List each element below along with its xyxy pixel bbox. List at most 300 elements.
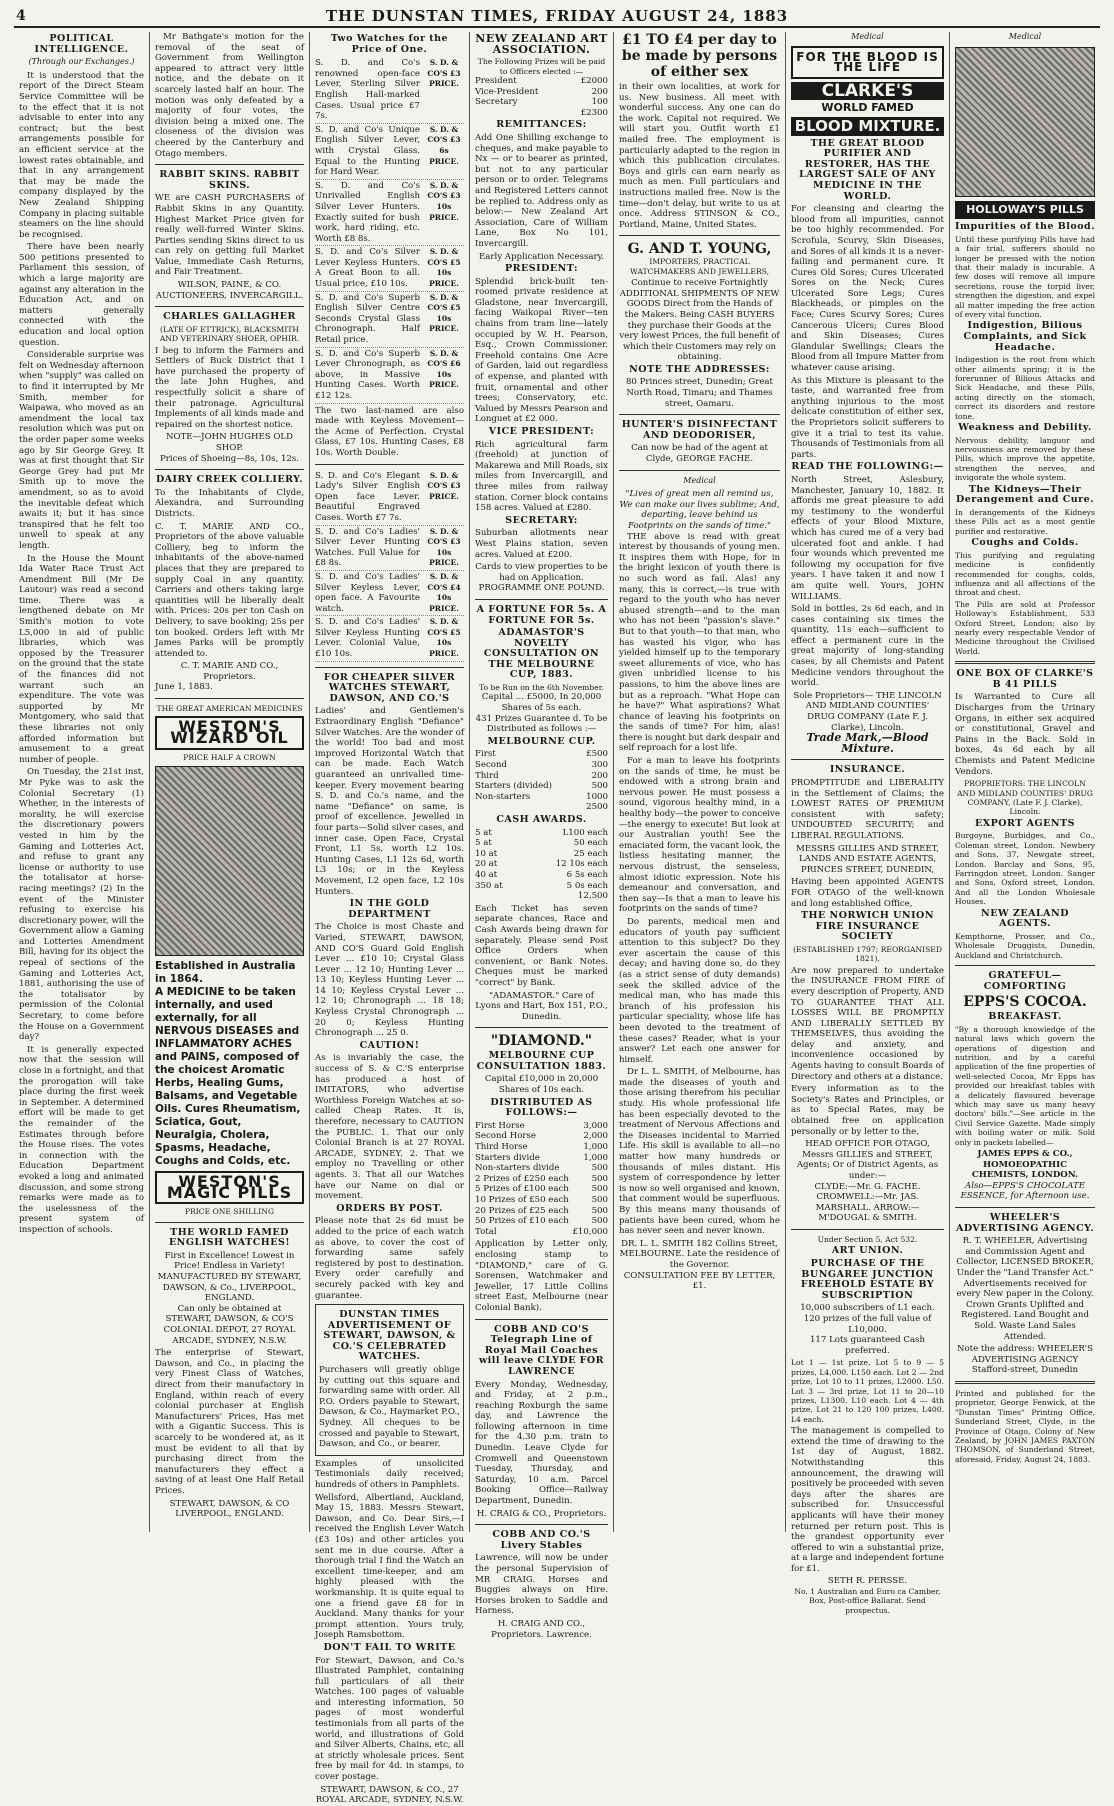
watch-item [315,246,464,291]
ad-address: Note the address: WHEELER'S ADVERTISING AGENCY Stafford-street, Dunedin [956,1344,1094,1376]
watch-price: S. D. & CO'S £3 PRICE. [427,470,461,501]
ad-signature: WILSON, PAINE, & CO. AUCTIONEERS, INVERCARGILL. [155,280,304,301]
ad-price: PRICE HALF A CROWN [183,752,276,762]
watch-description: S. D. and Co's Ladies' Silver Keyless Lever, open face. A Favourite watch. [315,571,420,614]
ad-body: R. T. WHEELER, Advertising and Commission Agent and Collector, LICENSED BROKER, Under the "Land Transfer Act." Advertisements received for every New paper in the Colony. Crown Grants Uplifted and Registered. Land Bought and Sold. Waste Land Sales Attended. [956,1236,1094,1342]
cup-row-label: First [475,749,496,760]
cup-row [475,749,608,760]
ad-capital: Capital ... £5000, In 20,000 Shares of 5s each. [481,692,602,714]
ad-heading: FOR CHEAPER SILVER WATCHES STEWART, DAWSON, AND CO.'S [323,671,456,704]
article-paragraph: Do parents, medical men and educators of youth pay sufficient attention to this subject? Do they ever ascertain the cause of this decay; and having done so, do they (as a strict sense of duty demands) seek the skilled advice of the medical man, who has made this branch of his profession his particular speciality, whose life has been devoted to the treatment of these cases? Reader, what is your answer? Let each one answer for himself. [619,916,780,1065]
prize-row-label: Secretary [475,97,518,108]
ad-heading: "DIAMOND." [490,1033,593,1050]
newspaper-title: THE DUNSTAN TIMES, FRIDAY AUGUST 24, 1883 [325,7,789,25]
ad-date: June 1, 1883. [155,682,213,693]
ad-agents: CLYDE:—Mr. G. FACHE. CROMWELL:—Mr. JAS. MARSHALL. ARROW:—M'DOUGAL & SMITH. [814,1181,921,1224]
ad-capital: Capital £10,000 in 20,000 Shares of 10s each. [484,1074,599,1096]
ad-heading: Weakness and Debility. [958,422,1092,434]
divider [155,1222,304,1223]
dist-row-label: Third Horse [475,1142,528,1153]
watch-price: S. D. & CO'S £6 10s PRICE. [427,348,461,390]
ad-heading: CASH AWARDS. [496,814,587,825]
prize-row [475,76,608,87]
ad-note: Early Application Necessary. [478,251,605,262]
ad-subheading: (LATE OF ETTRICK), BLACKSMITH AND VETERINARY SHOER, OPHIR. [159,324,300,344]
coupon-body: Purchasers will greatly oblige by cutting out this square and forwarding same with order. All P.O. Orders payable to Stewart, Dawson, & Co., Haymarket P.O., Sydney. All cheques to be crossed and payable to Stewart, Dawson, and Co., or bearer. [319,1365,460,1450]
cup-row-value: 500 [591,781,608,792]
column-political-intelligence [14,32,150,1532]
cash-row-value: 12 10s each [555,859,608,870]
dist-row [475,1131,608,1142]
ad-body: As is invariably the case, the success of S. & C.'S enterprise has produced a host of IMITATORS, who advertise Worthless Foreign Watches at so-called Cheap Rates. It is, therefore, necessary to CAUTION the PUBLIC. 1. That our only Colonial Branch is at 27 ROYAL ARCADE, SYDNEY. 2. That we employ no Travelling or other agents. 3. That all our Watches have our Name on dial or movement. [315,1053,464,1202]
trade-mark: Trade Mark,—Blood Mixture. [806,731,929,755]
dist-row-label: 5 Prizes of £100 each [475,1184,569,1195]
cash-row-value: 6 5s each [566,869,608,880]
watch-item [315,292,464,348]
prize-total: 12,500 [577,891,608,902]
ad-note: Also—EPPS'S CHOCOLATE ESSENCE, for Afternoon use. [960,1180,1090,1202]
watch-description: S. D. and Co's Unrivalled English Silver Lever Hunters. Exactly suited for bush work, hard riding, etc. Worth £8 8s. [315,180,420,244]
column-clarkes-insurance [786,32,950,1615]
ad-heading: EXPORT AGENTS [975,817,1075,829]
section-heading: POLITICAL INTELLIGENCE. [34,33,129,55]
ad-proprietors: PROPRIETORS: THE LINCOLN AND MIDLAND COUNTIES' DRUG COMPANY, (Late F. J. Clarke), Lincoln. [957,779,1093,817]
ad-signature: C. T. MARIE AND CO., Proprietors. [180,661,279,682]
ad-subheading: IMPORTERS, PRACTICAL WATCHMAKERS AND JEWELLERS, [629,257,770,276]
ad-heading: GRATEFUL—COMFORTING [983,969,1067,992]
divider [619,470,780,471]
watch-item [315,348,464,404]
ad-heading: ONE BOX OF CLARKE'S B 41 PILLS [956,668,1094,690]
ad-banner-text: THE GREAT AMERICAN MEDICINES [156,704,303,714]
watch-item [315,180,464,247]
ad-body: Suburban allotments near West Plains station, seven acres. Valued at £200. [475,528,608,560]
ad-body: Are now prepared to undertake the INSURANCE FROM FIRE of every description of Property, AND TO GUARANTEE THAT ALL LOSSES WILL BE PROMPTLY AND LIBERALLY SETTLED BY THEMSELVES, thus avoiding the delay and anxiety, and inconvenience occasioned by Agents having to consult Boards of Directory and others at a distance. [791,965,944,1082]
prize-table [475,828,608,892]
ad-note: Cards to view properties to be had on Application. PROGRAMME ONE POUND. [475,562,608,594]
ad-note: NOTE—JOHN HUGHES OLD SHOP. [165,432,294,453]
prize-row-value: 200 [591,86,608,97]
ad-body: The Choice is most Chaste and Varied, STEWART, DAWSON, AND CO'S Guard Gold English Lever ... £10 10; Crystal Glass Lever ... 12 10; Hunting Lever ... 13 10; Keyless Hunting Lever ... 14 10; Keyless Crystal Lever ... 12 10; Chronograph ... 18 18; Keyless Crystal Chronograph ... 20 0; Keyless Hunting Chronograph ... 25 0. [315,922,464,1039]
ad-note: Under Section 5, Act 532. [817,1234,918,1244]
ad-proprietors: Sole Proprietors— THE LINCOLN AND MIDLAND COUNTIES' DRUG COMPANY (Late F. J. Clarke), Lincoln. [793,690,942,733]
divider [155,306,304,307]
dist-row-label: 2 Prizes of £250 each [475,1173,569,1184]
ad-body: The management is compelled to extend the time of drawing to the 1st day of August, 1882. Notwithstanding this announcement, the drawing will positively be proceeded with seven days after the shares are subscribed for. Unsuccessful applicants will have their money returned per return post. This is the grandest opportunity ever offered to win a substantial prize, at a large and independent fortune for £1. [791,1426,945,1574]
divider [315,464,464,465]
column-advertisements-1 [150,32,310,1532]
holloway-illustration [955,47,1095,197]
ad-body: This purifying and regulating medicine is confidently recommended for coughs, colds, influenza and all affections of the throat and chest. [955,550,1095,598]
dist-row [475,1153,608,1164]
divider [155,164,304,165]
ad-body: Ladies' and Gentlemen's Extraordinary English "Defiance" Silver Watches. Are the wonder of the world! Too bad and most improved Horizontal Watch that can be made. Each Watch guaranteed an unrivalled time-keeper. Every movement bearing S. D. and Co.'s name, and the name "Defiance" on same, is proof of excellence. Jewelled in four parts—Solid silver cases, and inner case. Open Face, Crystal Front, L1 5s, worth L2 10s. Hunting Cases, L1 12s 6d, worth L3 10s; or in the Keyless Movement, L2 open face, L2 10s Hunters. [315,706,464,897]
ad-heading: The Kidneys—Their Derangement and Cure. [955,483,1095,506]
ad-address: Can only be obtained at STEWART, DAWSON, & CO'S COLONIAL DEPOT, 27 ROYAL ARCADE, SYDNEY, N.S.W. [163,1303,296,1346]
ad-body: PROMPTITUDE and LIBERALITY in the Settlement of Claims; the LOWEST RATES OF PREMIUM consistent with safety; UNDOUBTED SECURITY; and LIBERAL REGULATIONS. [791,778,944,841]
ad-body: Splendid brick-built ten-roomed private residence at Gladstone, near Invercargill, facing Waikopai River—ten chains from tram line—lately occupied by W. H. Pearson, Esq., Crown Commissioner. Freehold contains One Acre of Garden, laid out regardless of expense, and planted with fruit, ornamental and other trees; Conservatory, etc. Valued by Messrs Pearson and Longuet at £2 000. [475,276,608,425]
watch-description: S. D. and Co's Ladies' Silver Lever Hunting Watches. Full Value for £8 8s. [315,526,420,569]
dist-row [475,1184,608,1195]
cup-row-value: £500 [586,749,608,760]
prize-row-label: President [475,76,517,86]
prize-row-value: 100 [591,97,608,108]
column-art-union-sweeps [470,32,614,1640]
ad-body: Sold in bottles, 2s 6d each, and in cases containing six times the quantity, 11s each—sufficient to effect a permanent cure in the great majority of long-standing cases, by all Chemists and Patent Medicine vendors throughout the world. [791,604,944,689]
divider [791,1229,944,1230]
cash-row [475,849,608,860]
cash-row-value: 25 each [573,848,608,859]
divider [475,1027,608,1028]
article-paragraph: THE above is read with great interest by thousands of young men. It inspires them with Hope, for in the bright lexicon of youth there is no such word as fail. Alas! any many, this is correct,—is true with regard to the youth who has never abused strength—and to the man who has not been "passion's slave." But to that youth—to that man, who has wasted his vigor, who has yielded himself up to the temporary sweet allurements of vice, who has given unbridled license to his passions, to him the above lines are but as a reproach. "What Hope can he have?" What aspirations? What chance of leaving his footprints on the sands of time? For him, alas! there is nought but dark despair and self reproach for a lost life. [619,531,780,754]
ad-heading: REMITTANCES: [496,119,587,131]
prize-total: £2300 [580,107,608,118]
ad-body: Burgoyne, Burbidges, and Co., Coleman street, London. Newbery and Sons, 37, Newgate street, London. Barclay and Sons, 95, Farringdon street, London. Sanger and Sons, Oxford street, London. And all the London Wholesale Houses. [955,831,1095,907]
ad-address: "ADAMASTOR." Care of Lyons and Hart, Box 151, P.O., Dunedin. [475,990,608,1022]
column-header: Medical [1008,32,1042,41]
watch-description: S. D. and Co's Unique English Silver Lever, with Crystal Glass. Equal to the Hunting for Hard Wear. [315,124,420,178]
clarkes-logo: CLARKE'S [791,82,944,101]
cash-row-label: 5 at [475,838,492,849]
ad-body: 120 prizes of the full value of L10,000. [803,1313,932,1335]
ad-body: "By a thorough knowledge of the natural laws which govern the operations of digestion and nutrition, and by a careful application of the fine properties of well-selected Cocoa, Mr Epps has provided our breakfast tables with a delicately flavoured beverage which may save us many heavy doctors' bills."—See article in the Civil Service Gazette. Made simply with boiling water or milk. Sold only in packets labelled— [955,1024,1095,1147]
watch-item [315,571,464,616]
ad-body: WE are CASH PURCHASERS of Rabbit Skins in any Quantity. Highest Market Price given for really well-furred Winter Skins. Parties sending Skins direct to us can rely on getting full Market Value, Immediate Cash Returns, and Fair Treatment. [155,193,304,278]
ad-signature: SETH R. PERSSE. [827,1576,908,1587]
cash-row [475,828,608,839]
testimonial: Wellsford, Albertland, Auckland, May 15, 1883. Messrs Stewart, Dawson, and Co. Dear Sirs,—I received the English Lever Watch (£3 10s) and other articles you sent me in due course. After a thorough trial I find the Watch an excellent time-keeper, and am highly pleased with the workmanship. It is quite equal to one a friend gave £8 for in Auckland. Many thanks for your prompt attention. Yours truly, Joseph Ramsbottom. [315,1492,464,1641]
ad-body: Can now be had of the agent at Clyde, GEORGE FACHE. [631,443,768,465]
dist-row [475,1174,608,1185]
watch-price: S. D. & CO'S £3 6s PRICE. [427,124,461,166]
ad-heading: READ THE FOLLOWING:— [791,461,944,473]
ad-heading: G. AND T. YOUNG, [627,241,772,258]
prize-table [475,1121,608,1227]
dist-row-label: Starters divide [475,1152,540,1163]
ad-footer: CONSULTATION FEE BY LETTER, £1. [623,1270,776,1292]
dist-row-label: 10 Prizes of £50 each [475,1195,569,1205]
ad-body: In derangements of the Kidneys these Pills act as a most gentle purifier and restorative. [955,507,1095,536]
ad-body: Every information as to the Society's Rates and Principles, or as to Special Rates, may be obtained free on application personally or by letter to the, [791,1084,944,1137]
ad-prices: Prices of Shoeing—8s, 10s, 12s. [159,453,300,464]
ad-body: Is Warranted to Cure all Discharges from the Urinary Organs, in either sex acquired or constitutional, Gravel and Pains in the Back. Sold in boxes, 4s 6d each by all Chemists and Patent Medicine Vendors. [955,692,1095,777]
ad-subheading: (ESTABLISHED 1797; REORGANISED 1821), [793,944,942,964]
ad-heading: COBB AND CO'S Telegraph Line of Royal Mail Coaches will leave CLYDE FOR LAWRENCE [478,1323,605,1377]
ad-signature: H. CRAIG AND CO., Proprietors. Lawrence. [491,1618,592,1640]
ad-body: Every Monday, Wednesday, and Friday, at 2 p.m., reaching Roxburgh the same day, and Lawrence the following afternoon in time for the 4.30 p.m. train to Dunedin. Leave Clyde for Cromwell and Queenstown Tuesday, Thursday, and Saturday, 10 a.m. Parcel Booking Office—Railway Department, Dunedin. [475,1379,608,1507]
ad-heading: £1 TO £4 per day to be made by persons of either sex [621,32,778,80]
ad-body: Having been appointed AGENTS FOR OTAGO of the well-known and long established Office, [791,877,944,909]
printer-imprint: Printed and published for the proprietor, George Fenwick, at the "Dunstan Times" Printing Office, Sunderland Street, Clyde, in the Province of Otago, Colony of New Zealand, by JOHN JAMES PAXTON THOMSON, of Sunderland Street, aforesaid, Friday, August 24, 1883. [955,1388,1095,1464]
watch-price: S. D. & CO'S £5 10s PRICE. [427,292,461,334]
ad-manufacturer: MANUFACTURED BY STEWART, DAWSON, & Co., LIVERPOOL, ENGLAND. [157,1272,302,1304]
prize-row [475,97,608,108]
masthead [14,6,1100,28]
cup-row-value: 1000 [586,791,608,802]
ad-heading: DISTRIBUTED AS FOLLOWS:— [490,1096,593,1119]
watch-price: S. D. & CO'S £3 PRICE. [427,58,461,89]
cash-row [475,870,608,881]
divider [475,1319,608,1320]
divider [619,414,780,415]
divider [955,661,1095,664]
ad-agents: HEAD OFFICE FOR OTAGO, Messrs GILLIES and STREET, Agents; Or of District Agents, as under:— [796,1139,939,1181]
cash-row-label: 10 at [475,848,498,859]
prize-total-row: Total £10,000 [475,1226,608,1237]
dist-row-label: First Horse [475,1120,525,1131]
cash-row [475,838,608,849]
dist-row-value: 500 [591,1184,608,1195]
watch-description: S. D. and Co's Superb Lever Chronograph, as above, in Massive Hunting Cases. Worth £12 12s. [315,348,420,401]
cup-row-label: Starters (divided) [475,781,553,792]
watch-price: S. D. & CO'S £5 10s PRICE. [427,247,461,289]
prize-total: 2500 [586,802,608,813]
ad-heading: HUNTER'S DISINFECTANT AND DEODORISER, [621,419,778,441]
ad-subheading: The Following Prizes will be paid to Officers elected :— [477,57,606,76]
ad-body: in their own localities, at work for us. New business. All meet with wonderful success. Any one can do the work. Capital not required. We will start you. Outfit worth £1 mailed free. The employment is particularly adapted to the region in which this publication circulates. Boys and girls can earn nearly as much as men. Full particulars and instructions mailed free. Now is the time—don't delay, but write to us at once. Address STINSON & CO., Portland, Maine, United States. [619,82,780,230]
ad-heading: ORDERS BY POST. [336,1202,443,1214]
ad-body: Application by Letter only, enclosing stamp to "DIAMOND," care of G. Sorensen, Watchmaker and Jeweller, 17 Little Collins street East, Melbourne (near Colonial Bank). [475,1239,608,1313]
ad-lots: Lot 1 — 1st prize, Lot 5 to 9 — 5 prizes, L4,000. L150 each. Lot 2 — 2nd prize, Lot 10 to 11 prizes, L2000. L50. Lot 3 — 3rd prize, Lot 11 to 20—10 prizes, L1300. L10 each. Lot 4 — 4th prize, Lot 21 to 120 100 prizes, L400. L4 each. [791,1358,944,1424]
cup-row-label: Third [475,770,499,781]
dist-row [475,1121,608,1132]
watch-description: S. D. and Co's Elegant Lady's Silver English Open face Lever. Beautiful Engraved Cases. Worth £7 7s. [315,470,420,523]
ad-heading: COBB AND CO.'S Livery Stables [492,1529,591,1551]
ad-heading: MELBOURNE CUP CONSULTATION 1883. [476,1050,607,1072]
cash-row-value: L100 each [562,827,608,838]
divider [475,1524,608,1525]
holloway-logo: HOLLOWAY'S PILLS [955,201,1095,220]
divider [155,469,304,470]
blood-mixture-logo: BLOOD MIXTURE. [791,117,944,136]
ad-body: Add One Shilling exchange to cheques, and make payable to Nx — or to bearer as printed, but not to any particular person or to order. Telegrams and Registered Letters cannot be replied to. Address only as below:— New Zealand Art Association, Care of William Lane, Box No 101, Invercargill. [475,132,608,249]
ad-heading: WHEELER'S ADVERTISING AGENCY. [955,1212,1095,1234]
watch-price: S. D. & CO'S £3 10s PRICE. [427,180,461,222]
dist-row-value: 500 [591,1205,608,1216]
ad-heading: Indigestion, Bilious Complaints, and Sick Headache. [963,320,1087,353]
cup-row-value: 300 [591,760,608,771]
dist-row-value: 500 [591,1216,608,1227]
watch-price-list [315,57,464,403]
ad-body: Continue to receive Fortnightly ADDITIONAL SHIPMENTS OF NEW GOODS Direct from the Hands of the Makers. Being CASH BUYERS they purchase their Goods at the very lowest Prices, the full benefit of which their Customers may rely on obtaining. [619,278,780,363]
dist-row-value: 1,000 [583,1142,608,1153]
divider [955,1381,1095,1384]
clarkes-tagline: WORLD FAMED [821,101,914,115]
newspaper-columns [14,32,1100,1806]
prize-table [475,76,608,108]
dist-row [475,1163,608,1174]
divider [619,235,780,236]
divider [475,599,608,600]
wizard-oil-logo: WESTON'S WIZARD OIL [155,716,304,749]
ad-heading: THE GREAT BLOOD PURIFIER AND RESTORER, HAS THE LARGEST SALE OF ANY MEDICINE IN THE WORLD. [799,137,936,202]
dist-row-label: 20 Prizes of £25 each [475,1205,569,1216]
prize-total-row [475,891,608,902]
ad-subheading: 431 Prizes Guarantee d. To be Distributed as follows :— [475,713,608,735]
dist-row-label: Non-starters divide [475,1163,560,1174]
article-paragraph: On Tuesday, the 21st inst, Mr Pyke was to ask the Colonial Secretary (1) Whether, in the interests of morality, he will exercise the discretionary powers vested in him by the Gaming and Lotteries Act, and refuse to grant any license or authority to use the totalisator at horse-racing meetings? (2) In the event of the Minister refusing to exercise his discretionary power, will the Government allow a Gaming and Lotteries Amendment Bill, having for its object the repeal of sections of the Gaming and Lotteries Act, 1881, authorising the use of the totalisator by permission of the Colonial Secretary, to come before the House on a Government day? [19,767,144,1043]
article-paragraph: In the House the Mount Ida Water Race Trust Act Amendment Bill (Mr De Lautour) was read a second time. There was a lengthened debate on Mr Smith's motion to vote L5,000 in aid of public libraries, which was opposed by the Treasurer on the ground that the state of the finances did not warrant such an expenditure. The vote was supported by Mr Montgomery, who said that these libraries not only afforded information but amusement to a great number of people. [19,553,144,765]
ad-subheading: To be Run on the 6th November. [479,683,604,693]
ad-signature: H. CRAIG & CO., Proprietors. [476,1508,607,1519]
cash-row-label: 5 at [475,827,492,838]
ad-heading: A FORTUNE FOR 5s. A FORTUNE FOR 5s. [476,603,607,626]
dist-row-value: 500 [591,1173,608,1184]
ad-body: Until these purifying Pills have had a fair trial, sufferers should no longer be pressed with the notion that their malady is incurable. A few doses will remove all impure secretions, rouse the torpid liver, strengthen the digestion, and expel all matter impeding the free action of every vital function. [955,234,1095,320]
ad-heading: IN THE GOLD DEPARTMENT [348,898,431,920]
section-heading: Medical [683,475,716,485]
article-paragraph: Mr Bathgate's motion for the removal of the seat of Government from Wellington appeared to attract very little notice, and the debate on it scarcely lasted half an hour. The motion was only defeated by a majority of four votes, the division being a mixed one. The closeness of the division was cheered by the Canterbury and Otago members. [155,32,304,159]
article-paragraph: Dr L. L. SMITH, of Melbourne, has made the diseases of youth and those arising therefrom his peculiar study. His whole professional life has been especially devoted to the treatment of Nervous Affections and the Diseases incidental to Married Life. His skill is available to all—no matter how many hundreds or thousands of miles distant. His system of correspondence by letter is now so well organised and known, that comment would be superfluous. By this means many thousands of patients have been cured, whom he has never seen and never known. [619,1067,780,1237]
article-paragraph: There have been nearly 500 petitions presented to Parliament this session, of which a large majority are against any alteration in the Education Act, and on matters generally connected with the education and local option question. [19,242,144,348]
epps-cocoa-heading: EPPS'S COCOA. [963,994,1087,1011]
dist-row-value: 2,000 [583,1131,608,1142]
prize-table [475,749,608,802]
ad-heading: DON'T FAIL TO WRITE [323,1641,456,1653]
dist-row [475,1195,608,1206]
section-subheading: (Through our Exchanges.) [28,57,135,67]
coupon-heading: DUNSTAN TIMES ADVERTISEMENT OF STEWART, DAWSON, & CO.'S CELEBRATED WATCHES. [323,1309,456,1363]
page-number: 4 [16,8,26,24]
cash-row-label: 350 at [475,880,503,891]
dist-row-value: 500 [591,1195,608,1205]
ad-heading: ART UNION. [831,1245,904,1257]
divider [955,1207,1095,1208]
ad-heading: INSURANCE. [829,764,906,776]
dist-row-value: 3,000 [583,1120,608,1131]
ad-heading: ADAMASTOR'S NOVELTY CONSULTATION ON THE MELBOURNE CUP, 1883. [483,627,600,681]
ad-body: The Pills are sold at Professor Holloway's Establishment, 533 Oxford Street, London; also by nearly every respectable Vendor of Medicine throughout the Civilised World. [955,599,1095,656]
ad-body: I beg to inform the Farmers and Settlers of Buck District that I have purchased the property of the late John Hughes, and respectfully solicit a share of their patronage. Agricultural Implements of all kinds made and repaired on the shortest notice. [155,345,304,430]
ad-body: For Stewart, Dawson, and Co.'s Illustrated Pamphlet, containing full particulars of all their Watches. 100 pages of valuable and interesting information, 50 pages of most wonderful testimonials from all parts of the world, and illustrations of Gold and Silver Alberts, Chains, etc, all at strictly wholesale prices. Sent free by mail for 4d. in stamps, to cover postage. [315,1655,464,1783]
ad-body: Each Ticket has seven separate chances, Race and Cash Awards being drawn for separately. Please send Post Office Orders when convenient, or Bank Notes. Cheques must be marked "correct" by Bank. [475,903,608,988]
cash-row-value: 5 0s each [566,880,608,891]
watch-description: S. D. and Co's Superb English Silver Centre Seconds Crystal Glass Chronograph. Half Retail price. [315,292,420,346]
column-holloway-epps [950,32,1100,1532]
cash-row [475,881,608,892]
watch-item [315,124,464,180]
watch-item [315,526,464,571]
order-coupon-box [315,1304,464,1456]
ad-heading: VICE PRESIDENT: [488,426,595,437]
prize-total: £10,000 [572,1226,608,1237]
cash-row [475,859,608,870]
ad-heading: FOR THE BLOOD IS THE LIFE [791,46,944,79]
ad-body: Indigestion is the root from which other ailments spring; it is the forerunner of Bilious Attacks and Sick Headache, and these Pills, acting directly on the stomach, correct its disorders and restore tone. [955,355,1095,421]
ad-signature: STEWART, DAWSON, & CO LIVERPOOL, ENGLAND. [169,1498,290,1520]
dist-row-value: 500 [591,1163,608,1174]
ad-heading: BREAKFAST. [988,1011,1062,1023]
watch-item [315,616,464,661]
divider [791,759,944,760]
cash-row-label: 20 at [475,859,498,870]
ad-heading: NEW ZEALAND ART ASSOCIATION. [475,32,608,56]
dist-row-value: 1,000 [583,1152,608,1163]
ad-body: Rich agricultural farm (freehold) at junction of Makarewa and Mill Roads, six miles from Invercargill, and three miles from railway station. Corner block contains 158 acres. Valued at £280. [475,439,608,514]
cash-row-value: 50 each [573,838,608,849]
ad-signature: STEWART, DAWSON, & CO., 27 ROYAL ARCADE, SYDNEY, N.S.W. [315,1784,464,1806]
wizard-oil-illustration [155,766,304,956]
watch-description: S. D. and Co's renowned open-face Lever, Sterling Silver English Hall-marked Cases. Usual price £7 7s. [315,58,420,122]
cash-row-label: 40 at [475,869,498,880]
ad-heading: Coughs and Colds. [971,537,1079,549]
ad-body: For cleansing and clearing the blood from all impurities, cannot be too highly recommended. For Scrofula, Scurvy, Skin Diseases, and Sores of all kinds it is a never-failing and permanent cure. It Cures Old Sores; Cures Ulcerated Sores on the Neck; Cures Ulcerated Sore Legs; Cures Blackheads, or pimples on the Face; Cures Scurvy Sores; Cures Cancerous Ulcers; Cures Blood and Skin Diseases; Cures Glandular Swellings; Clears the Blood from all Impure Matter from whatever cause arising. [791,204,944,374]
prize-row [475,87,608,98]
ad-medicine-text: A MEDICINE to be taken internally, and used externally, for all NERVOUS DISEASES and INFLAMMATORY ACHES and PAINS, composed of the choicest Aromatic Herbs, Healing Gums, Balsams, and Vegetable Oils. Cures Rheumatism, Sciatica, Gout, Neuralgia, Cholera, Spasms, Headache, Coughs and Colds, etc. [155,986,301,1168]
ad-body: Examples of unsolicited Testimonials daily received; hundreds of others in Pamphlets. [315,1458,464,1490]
article-paragraph: It is understood that the report of the Direct Steam Service Committee will be to the effect that it is not advisable to enter into any contract; but the best arrangements possible for an efficient service at the lowest rates obtainable, and that in any arrangement that may be made the company displayed by the New Zealand Shipping Company in placing suitable steamers on the line should be recognised. [19,70,144,240]
watch-price: S. D. & CO'S £4 10s PRICE. [427,571,461,613]
dist-row [475,1142,608,1153]
divider [155,698,304,699]
verse: "Lives of great men all remind us, We can make our lives sublime; And, departing, leave behind us Footprints on the sands of time." [619,489,780,531]
ad-body: The two last-named are also made with Keyless Movement—the Acme of Perfection. Crystal Glass, £7 10s. Hunting Cases, £8 10s. Worth Double. [315,405,464,458]
ad-body: As this Mixture is pleasant to the taste, and warranted free from anything injurious to the most delicate constitution of either sex, the Proprietors solicit sufferers to give it a trial to test its value. Thousands of Testimonials from all parts. [791,375,944,460]
ad-heading: THE NORWICH UNION FIRE INSURANCE SOCIETY [800,910,935,943]
ad-body: Please note that 2s 6d must be added to the price of each watch as above, to cover the cost of forwarding same safely registered by post to destination. Every order carefully and securely packed with key and guarantee. [315,1216,464,1301]
ad-heading: NEW ZEALAND AGENTS. [981,907,1069,930]
ad-body: C. T. MARIE AND CO., Proprietors of the above valuable Colliery, beg to inform the inhabitants of the above-named places that they are prepared to supply Coal in any quantity. Carriers and others taking large quantities will be liberally dealt with. Prices: 20s per ton Cash on Delivery, to save booking; 25s per ton booked. Orders left with Mr James Parks will be promptly attended to. [155,521,304,659]
dist-row-label: Second Horse [475,1131,536,1142]
watch-description: S. D. and Co's Silver Lever Keyless Hunters. A Great Boon to all. Usual price, £10 10s. [315,247,420,290]
ad-heading: DAIRY CREEK COLLIERY. [155,474,304,486]
ad-body: Kempthorne, Prosser, and Co., Wholesale Druggists, Dunedin, Auckland and Christchurch. [955,931,1095,960]
dist-row [475,1206,608,1217]
cup-row [475,781,608,792]
ad-signature: DR. L. L. SMITH 182 Collins Street, MELBOURNE. Late the residence of the Governor. [619,1238,780,1270]
watch-item [315,57,464,124]
prize-total-row [475,108,608,119]
watch-item [315,470,464,526]
column-medical-youth [614,32,786,1532]
ad-heading: MELBOURNE CUP. [487,735,596,747]
ad-heading: SECRETARY: [505,514,578,526]
ad-body: To the Inhabitants of Clyde, Alexandra, and Surrounding Districts. [155,487,304,519]
testimonial: North Street, Aslesbury, Manchester, January 10, 1882. It affords me great pleasure to add my testimony to the wonderful effects of your Blood Mixture, which has cured me of a very bad ulcerated foot and ankle. I had four wounds which prevented me following my occupation for five years. I have taken it and now I am quite well. Yours, JOHN WILLIAMS. [791,474,944,602]
watch-price: S. D. & CO'S £5 10s PRICE. [427,617,461,659]
cup-row [475,792,608,803]
ad-heading: THE WORLD FAMED ENGLISH WATCHES! [168,1226,291,1249]
cup-row [475,760,608,771]
column-watches [310,32,470,1806]
watch-description: S. D. and Co's Ladies' Silver Keyless Hunting Lever. Colonial Value, £10 10s. [315,617,420,660]
ad-heading: CAUTION! [359,1039,420,1051]
ad-heading: PRESIDENT: [505,263,578,275]
ad-subheading: First in Excellence! Lowest in Price! Endless in Variety! [164,1250,295,1272]
prize-row-label: Vice-President [475,86,539,97]
watch-price: S. D. & CO'S £3 10s PRICE. [427,526,461,568]
ad-heading: Two Watches for the Price of One. [330,33,449,55]
ad-established: Established in Australia in 1864. [155,960,296,986]
ad-body: 10,000 subscribers of L1 each. [800,1303,935,1314]
divider [315,667,464,668]
cup-row [475,771,608,782]
cup-row-label: Second [475,760,507,771]
ad-body: Nervous debility, languor and nervousness are removed by these Pills, which improve the appetite, strengthen the nerves, and invigorate the whole system. [955,435,1095,483]
dist-row-label: 50 Prizes of £10 each [475,1216,569,1227]
ad-heading: NOTE THE ADDRESSES: [629,363,770,375]
ad-address: 80 Princes street, Dunedin; Great North Road, Timaru; and Thames street, Oamaru. [625,377,774,409]
ad-heading: CHARLES GALLAGHER [163,311,296,323]
magic-pills-logo: WESTON'S MAGIC PILLS [155,1171,304,1204]
dist-row [475,1216,608,1227]
ad-heading: Impurities of the Blood. [955,221,1095,233]
article-paragraph: Considerable surprise was felt on Wednesday afternoon when "supply" was called on to find it interrupted by Mr Smith, member for Waipawa, who moved as an amendment the local tax resolution which was put on the order paper some weeks ago by Sir George Grey. It was at first thought that Sir George Grey had put Mr Smith up to move the amendment, so as to avoid the inevitable defeat which awaits it; but it has since transpired that he felt too unwell to speak at any length. [19,350,144,551]
ad-agents: MESSRS GILLIES AND STREET, LANDS AND ESTATE AGENTS, PRINCES STREET, DUNEDIN, [796,843,939,875]
ad-price: PRICE ONE SHILLING [184,1207,275,1217]
ad-body: 117 Lots guaranteed Cash preferred. [809,1335,926,1356]
cup-row-value: 200 [591,770,608,781]
